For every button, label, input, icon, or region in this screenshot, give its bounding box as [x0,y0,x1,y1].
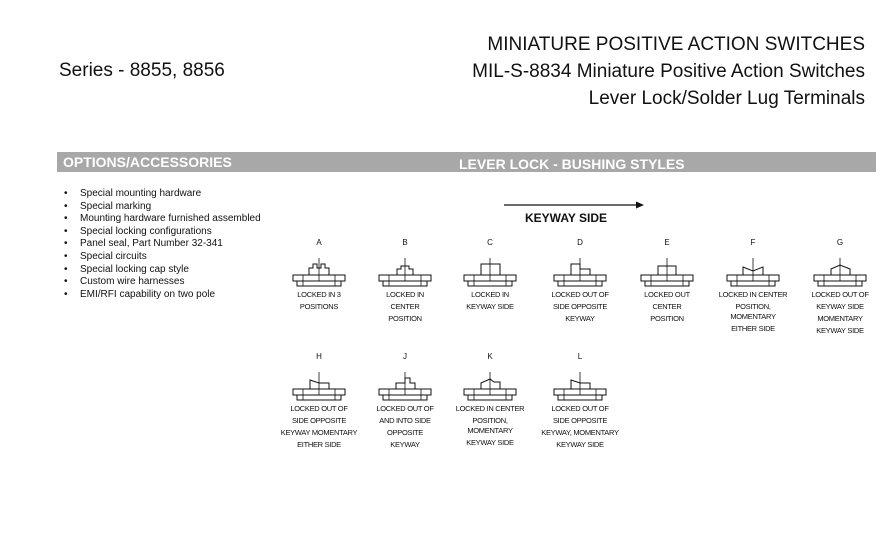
style-caption-line: POSITION [388,314,422,323]
options-heading: OPTIONS/ACCESSORIES [63,154,232,170]
style-caption-line: LOCKED OUT OF [551,404,609,413]
list-item: • Special mounting hardware [64,188,202,199]
bushing-style-h [279,352,359,450]
style-caption-line: KEYWAY SIDE [816,302,864,311]
style-caption-line: LOCKED IN [471,290,509,299]
switch-bushing-icon [460,368,520,402]
bushing-style-k [450,352,530,448]
header-subtitle: MIL-S-8834 Miniature Positive Action Switches [472,61,865,82]
bushing-style-g [800,238,880,336]
style-caption-line: SIDE OPPOSITE [291,416,347,425]
bushing-style-c [450,238,530,312]
switch-bushing-icon [375,254,435,288]
style-caption-line: KEYWAY MOMENTARY [280,428,358,437]
style-caption-line: LOCKED IN CENTER [455,404,525,413]
style-caption-line: CENTER [652,302,682,311]
style-caption-line: KEYWAY SIDE [466,438,514,447]
style-caption-line: KEYWAY, MOMENTARY [541,428,619,437]
style-caption-line: LOCKED OUT OF [811,290,869,299]
style-caption-line: LOCKED OUT [644,290,690,299]
list-item: • Mounting hardware furnished assembled [64,213,261,225]
switch-bushing-icon [550,368,610,402]
style-caption-line: POSITIONS [299,302,339,311]
series-label: Series - 8855, 8856 [59,60,225,81]
style-caption-line: SIDE OPPOSITE [552,302,608,311]
style-caption-line: KEYWAY SIDE [556,440,604,449]
list-item: • Special marking [64,200,152,212]
style-caption-line: EITHER SIDE [731,324,775,333]
style-letter: K [487,352,493,361]
switch-bushing-icon [810,254,870,288]
style-caption-line: OPPOSITE [387,428,423,437]
style-letter: A [316,238,322,247]
style-caption-line: LOCKED IN [386,290,424,299]
style-caption-line: LOCKED IN 3 [297,290,341,299]
bushing-style-a [279,238,359,312]
style-caption-line: LOCKED OUT OF [376,404,434,413]
style-letter: E [664,238,670,247]
bushing-style-b [365,238,445,324]
style-caption-line: POSITION, MOMENTARY [467,416,513,435]
style-caption-line: AND INTO SIDE [379,416,431,425]
switch-bushing-icon [550,254,610,288]
list-item: • Custom wire harnesses [64,276,185,288]
style-letter: G [836,238,844,247]
style-caption-line: KEYWAY SIDE [816,326,864,335]
style-caption-line: EITHER SIDE [297,440,341,449]
style-caption-line: KEYWAY [565,314,595,323]
style-letter: F [750,238,756,247]
list-item: • Special circuits [64,250,147,262]
switch-bushing-icon [289,368,349,402]
list-item: • Panel seal, Part Number 32-341 [64,238,223,250]
style-caption-line: LOCKED IN CENTER [718,290,788,299]
bushing-style-e [627,238,707,324]
style-caption-line: MOMENTARY [817,314,863,323]
style-letter: B [402,238,408,247]
bushing-styles-heading: LEVER LOCK - BUSHING STYLES [459,156,685,172]
style-caption-line: POSITION, MOMENTARY [730,302,776,321]
bushing-style-j [365,352,445,450]
style-caption-line: KEYWAY SIDE [466,302,514,311]
style-caption-line: SIDE OPPOSITE [552,416,608,425]
list-item: • Special locking cap style [64,263,189,275]
keyway-arrow-icon [504,200,644,210]
style-letter: C [487,238,493,247]
bushing-style-d [540,238,620,324]
style-caption-line: POSITION [650,314,684,323]
style-caption-line: LOCKED OUT OF [551,290,609,299]
style-caption-line: CENTER [390,302,420,311]
list-item: • Special locking configurations [64,225,212,237]
switch-bushing-icon [289,254,349,288]
style-caption-line: LOCKED OUT OF [290,404,348,413]
style-letter: H [316,352,322,361]
style-letter: D [577,238,583,247]
bushing-style-f [713,238,793,334]
header-title: MINIATURE POSITIVE ACTION SWITCHES [487,34,865,55]
list-item: • EMI/RFI capability on two pole [64,288,216,300]
switch-bushing-icon [375,368,435,402]
switch-bushing-icon [637,254,697,288]
switch-bushing-icon [460,254,520,288]
style-caption-line: KEYWAY [390,440,420,449]
switch-bushing-icon [723,254,783,288]
header-subtitle-2: Lever Lock/Solder Lug Terminals [588,88,865,109]
bushing-style-l [540,352,620,450]
style-letter: J [403,352,407,361]
style-letter: L [577,352,583,361]
keyway-side-label: KEYWAY SIDE [525,211,608,225]
options-list [64,188,261,301]
